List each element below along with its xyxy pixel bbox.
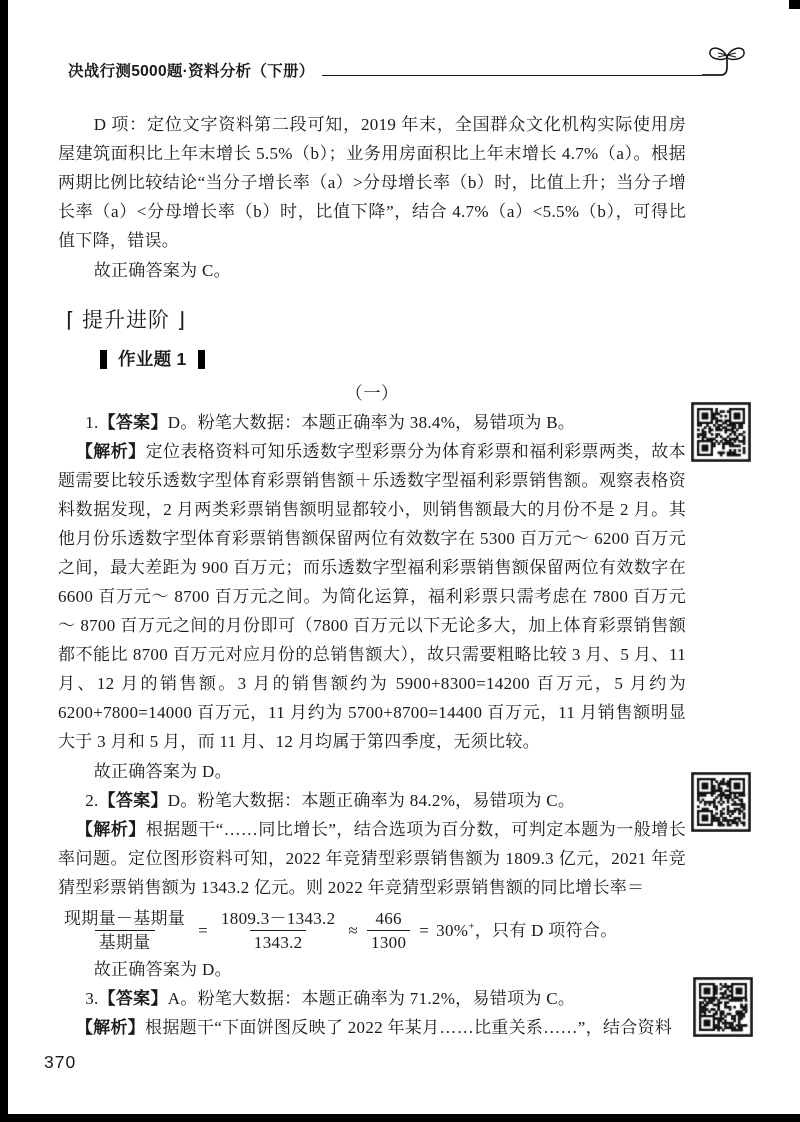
analysis-text: 根据题干“下面饼图反映了 2022 年某月……比重关系……”，结合资料: [145, 1017, 673, 1037]
answer-number: 2.: [85, 791, 99, 810]
analysis-paragraph-2: [58, 815, 686, 902]
answer-line-3: [58, 984, 686, 1013]
answer-number: 1.: [85, 413, 99, 432]
equals-sign: =: [419, 921, 430, 941]
analysis-text: 定位表格资料可知乐透数字型彩票分为体育彩票和福利彩票两类，故本题需要比较乐透数字型体育彩票销售额＋乐透数字型福利彩票销售额。观察表格资料数据发现，2 月两类彩票销售额明显都较小，则销售额最大的月份不是 2 月。其他月份乐透数字型体育彩票销售额保留两位有效数字在 5300 百万元～ 6200 百万元之间，最大差距为 900 百万元；而乐透数字型福利彩票销售额保留两位有效数字在 6600 百万元～ 8700 百万元之间。为简化运算，福利彩票只需考虑在 7800 百万元～ 8700 百万元之间的月份即可（7800 百万元以下无论多大，加上体育彩票销售额都不能比 8700 百万元对应月份的总销售额大），故只需要粗略比较 3 月、5 月、11 月、12 月的销售额。3 月的销售额约为 5900+8300=14200 百万元，5 月约为 6200+7800=14000 百万元，11 月约为 5700+8700=14400 百万元，11 月销售额明显大于 3 月和 5 月，而 11 月、12 月均属于第四季度，无须比较。: [58, 442, 686, 751]
scan-edge-bottom: [0, 1114, 800, 1122]
heavy-bar-left-icon: [100, 350, 107, 369]
analysis-text: 根据题干“……同比增长”，结合选项为百分数，可判定本题为一般增长率问题。定位图形资料可知，2022 年竞猜型彩票销售额为 1809.3 亿元，2021 年竞猜型彩票销售额为 1343.2 亿元。则 2022 年竞猜型彩票销售额的同比增长率＝: [58, 820, 686, 897]
qr-code-question-1: [691, 402, 751, 462]
qr-code-canvas: [691, 402, 751, 462]
scan-corner-mark: [789, 0, 800, 9]
qr-code-canvas: [693, 977, 753, 1037]
approx-sign: ≈: [348, 921, 359, 941]
answer-line-2: [58, 786, 686, 815]
qr-code-canvas: [691, 772, 751, 832]
analysis-paragraph-3: [58, 1013, 686, 1042]
page-number: 370: [44, 1052, 77, 1072]
qr-code-question-3: [693, 977, 753, 1037]
group-title: （一）: [345, 383, 399, 403]
answer-text: A。粉笔大数据：本题正确率为 71.2%，易错项为 C。: [167, 988, 576, 1008]
book-title: 决战行测5000题·资料分析（下册）: [68, 63, 315, 80]
growth-rate-formula: [58, 908, 686, 954]
subsection-homework-1: [100, 346, 686, 372]
qr-code-question-2: [691, 772, 751, 832]
scan-edge-left: [0, 0, 8, 1122]
header-rule: [322, 75, 702, 76]
fraction-definition: $\frac{\text{现期量－基期量}}{\text{基期量}}$: [64, 909, 186, 953]
heavy-bar-right-icon: [198, 350, 205, 369]
sprout-icon: [702, 44, 748, 80]
section-title: ⌈ 提升进阶 ⌋: [66, 309, 187, 332]
answer-label: 【答案】: [98, 791, 168, 810]
conclusion-d-1: 故正确答案为 D。: [93, 762, 232, 781]
formula-result: 30%+，只有 D 项符合。: [436, 920, 618, 941]
analysis-label: 【解析】: [75, 820, 146, 839]
conclusion-d-2: 故正确答案为 D。: [93, 959, 232, 979]
fraction-values: $\frac{1809.3-1343.2}{1343.2}$: [221, 909, 336, 953]
analysis-label: 【解析】: [75, 1017, 146, 1037]
analysis-label: 【解析】: [75, 442, 146, 461]
answer-label: 【答案】: [98, 413, 168, 432]
answer-number: 3.: [85, 988, 99, 1008]
subsection-label: 作业题 1: [118, 349, 187, 369]
answer-text: D。粉笔大数据：本题正确率为 38.4%，易错项为 B。: [167, 413, 576, 432]
paragraph-d-item: D 项：定位文字资料第二段可知，2019 年末，全国群众文化机构实际使用房屋建筑面积比上年末增长 5.5%（b）；业务用房面积比上年末增长 4.7%（a）。根据两期比例比较结论“当分子增长率（a）>分母增长率（b）时，比值上升；当分子增长率（a）<分母增长率（b）时，比值下降”，结合 4.7%（a）<5.5%（b），可得比值下降，错误。: [58, 115, 686, 250]
page-header: [68, 52, 748, 82]
answer-text: D。粉笔大数据：本题正确率为 84.2%，易错项为 C。: [167, 791, 576, 810]
answer-label: 【答案】: [98, 988, 168, 1008]
answer-line-1: [58, 408, 686, 437]
analysis-paragraph-1: [58, 437, 686, 756]
conclusion-c: 故正确答案为 C。: [93, 261, 231, 280]
equals-sign: =: [198, 921, 208, 941]
page-body: [58, 110, 686, 1042]
fraction-simplified: $\frac{466}{1300}$: [367, 908, 410, 954]
